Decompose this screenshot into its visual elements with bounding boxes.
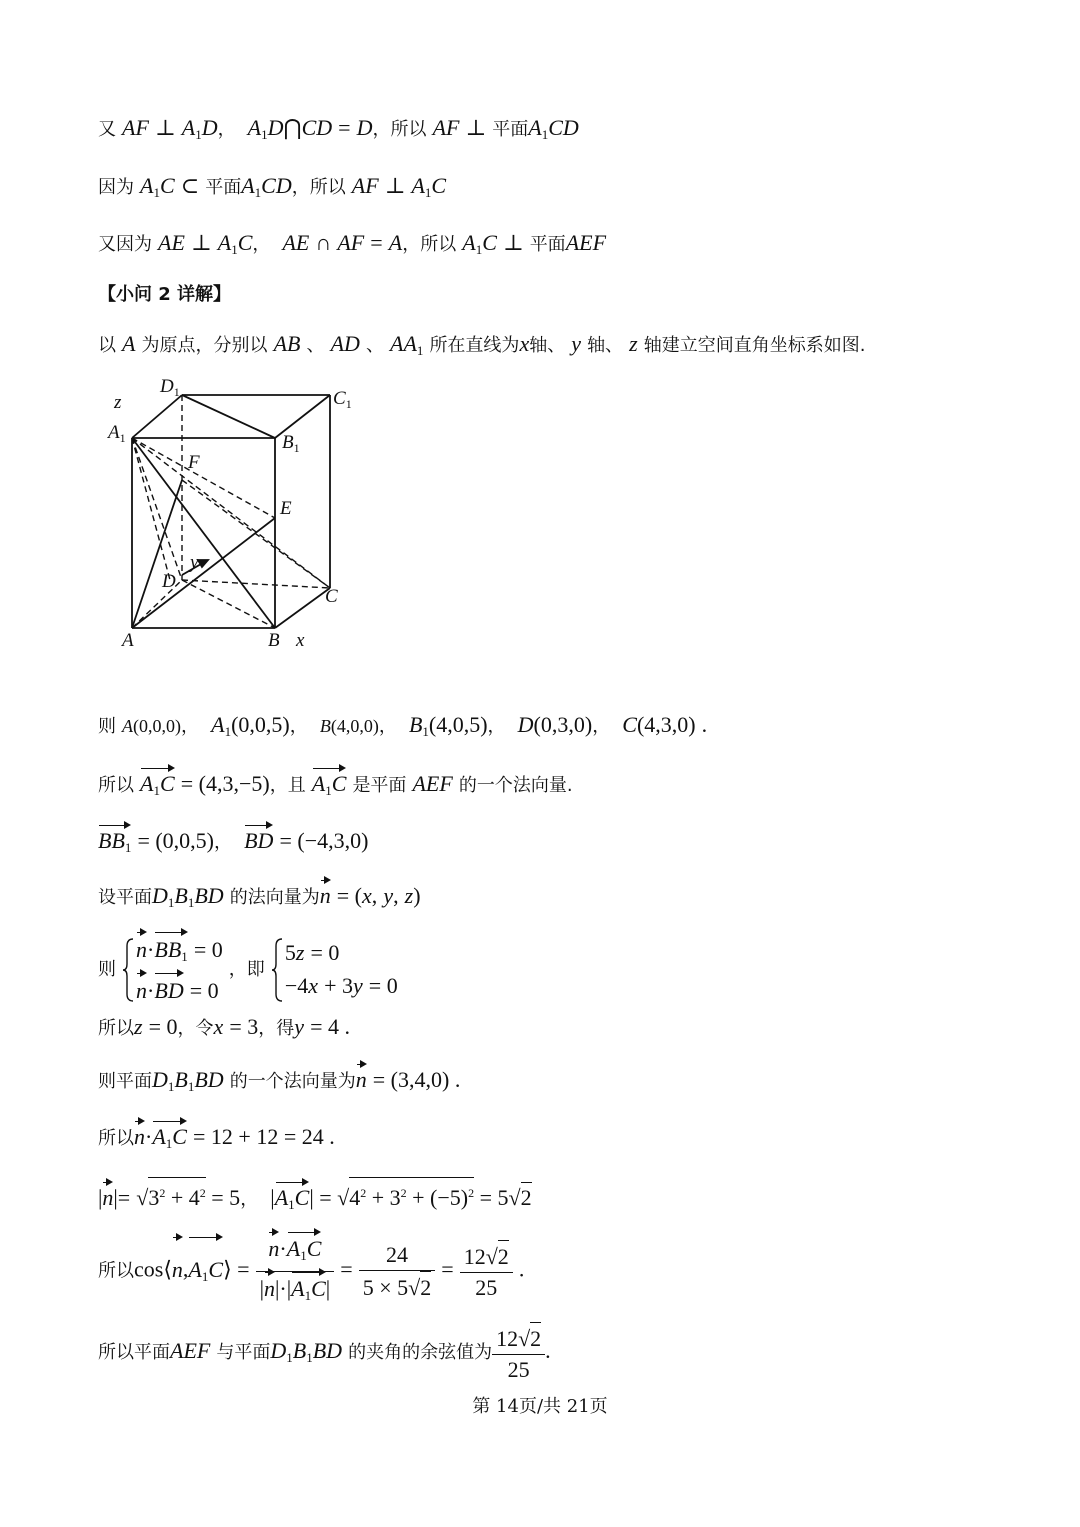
normal-vector-line: 所以 $A_1C = (4,3,-5)$，且 $A_1C$ 是平面 AEF 的一个法向量. [98,768,573,805]
final-answer-line: 所以平面AEF 与平面$D_1B_1BD$ 的夹角的余弦值为 $\frac{12√2}{25}$ . [98,1320,551,1389]
label-A: A [122,630,134,651]
label-E: E [280,498,292,519]
coord-setup-line: 以 A 为原点，分别以 AB 、 AD 、 $AA_1$ 所在直线为x轴、 y 轴、 z 轴建立空间直角坐标系如图. [98,331,866,358]
label-z: z [114,392,122,413]
label-C1: $C_1$ [333,388,352,411]
dot-product-line: 所以$n\cdot A_1C = 12 + 12 = 24$ . [98,1121,335,1158]
proof-line-3: 又因为 AE ⊥ $A_1C$， AE ∩ AF = A，所以 $A_1C$ ⊥ 平面AEF [98,230,607,257]
cuboid-figure [100,370,370,660]
label-C: C [325,586,338,607]
label-D: D [162,571,176,592]
equation-system-line: 则 $n\cdot BB_1 = 0$ n·BD = 0 ，即 5z = 0 −4x + 3y = 0 [98,932,398,1008]
label-B1: $B_1$ [282,432,300,455]
label-F: F [188,452,200,473]
proof-line-2: 因为 $A_1C$ ⊂ 平面$A_1CD$，所以 AF ⊥ $A_1C$ [98,173,447,200]
normal-result-line: 则平面$D_1B_1BD$ 的一个法向量为n = (3,4,0) . [98,1064,460,1101]
page-footer: 第 14页/共 21页 [472,1396,608,1417]
solution-line: 所以z = 0，令x = 3，得y = 4 . [98,1014,350,1039]
magnitude-line: $|n|= √3^2 + 4^2 = 5$， $|A_1C| = √4^2 + 3^2 + (-5)^2 = 5√2$ [98,1177,532,1219]
set-normal-line: 设平面$D_1B_1BD$ 的法向量为n = (x, y, z) [98,880,421,917]
label-D1: $D_1$ [160,376,180,399]
label-A1: $A_1$ [108,422,126,445]
label-B: B [268,630,280,651]
coordinates-line: 则 A(0,0,0)， $A_1(0,0,5)$， B(4,0,0)， $B_1(4,0,5)$， D(0,3,0)， C(4,3,0) . [98,712,708,739]
vectors-line: $BB_1 = (0,0,5)$， BD = (−4,3,0) [98,825,368,862]
section-title: 【小问 2 详解】 [98,284,232,305]
proof-line-1: 又 AF ⊥ $A_1D$， $A_1D⋂CD = D$，所以 AF ⊥ 平面$A_1CD$ [98,115,579,142]
label-y: y [190,552,199,573]
cosine-line: 所以$\cos⟨n,A_1C⟩$ = $\frac{n\cdot A_1C}{|n|\cdot|A_1C|}$ = $\frac{24}{5 \times 5√2}$ = $\frac{12√2}{25}$ . [98,1232,524,1311]
label-x: x [296,630,305,651]
